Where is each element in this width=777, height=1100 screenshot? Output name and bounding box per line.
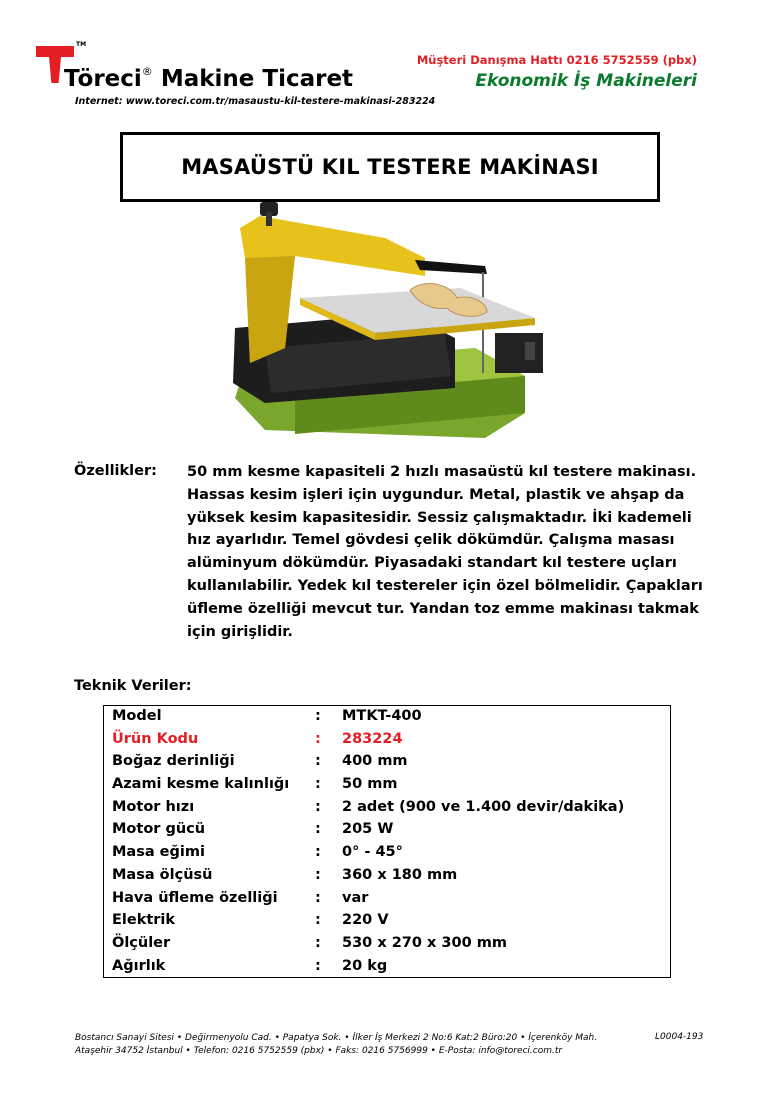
spec-key: Masa ölçüsü — [112, 866, 213, 883]
spec-separator: : — [315, 934, 321, 951]
spec-key: Model — [112, 708, 162, 724]
footer-line-2: Ataşehir 34752 İstanbul • Telefon: 0216 5752559 (pbx) • Faks: 0216 5756999 • E-Posta: info@toreci.com.tr — [75, 1045, 563, 1056]
spec-value: 20 kg — [342, 957, 388, 974]
spec-separator: : — [315, 889, 321, 906]
spec-key: Elektrik — [112, 912, 176, 929]
features-label: Özellikler: — [74, 463, 157, 479]
spec-value: 530 x 270 x 300 mm — [342, 934, 507, 951]
spec-value: 50 mm — [342, 776, 398, 793]
spec-key: Motor gücü — [112, 821, 206, 838]
scroll-saw-product-image — [225, 198, 555, 443]
document-title: MASAÜSTÜ KIL TESTERE MAKİNASI — [181, 155, 599, 179]
spec-value: var — [342, 889, 369, 906]
spec-row-model — [104, 708, 670, 731]
spec-value: MTKT-400 — [342, 708, 422, 724]
spec-value: 0° - 45° — [342, 844, 403, 861]
specifications-table — [103, 705, 671, 978]
spec-separator: : — [315, 844, 321, 861]
spec-row-table-size — [104, 867, 670, 890]
spec-key: Ağırlık — [112, 957, 166, 974]
spec-separator: : — [315, 776, 321, 793]
spec-row-table-tilt — [104, 844, 670, 867]
spec-value: 400 mm — [342, 753, 408, 770]
spec-separator: : — [315, 821, 321, 838]
spec-row-air-blower — [104, 890, 670, 913]
technical-data-label: Teknik Veriler: — [74, 678, 192, 694]
spec-key: Hava üfleme özelliği — [112, 889, 278, 906]
spec-row-dimensions — [104, 935, 670, 958]
document-code: L0004-193 — [655, 1032, 704, 1042]
spec-row-electric — [104, 912, 670, 935]
spec-separator: : — [315, 798, 321, 815]
features-text: 50 mm kesme kapasiteli 2 hızlı masaüstü kıl testere makinası. Hassas kesim işleri için uygundur. Metal, plastik ve ahşap da yüksek kesim kapasitesidir. Sessiz çalışmaktadır. İki kademeli hız ayarlıdır. Temel gövdesi çelik dökümdür. Çalışma masası alüminyum dökümdür. Piyasadaki standart kıl testere uçları kullanılabilir. Yedek kıl testereler için özel bölmelidir. Çapakları üfleme özelliği mevcut tur. Yandan toz emme makinası takmak için girişlidir. — [187, 464, 703, 640]
spec-separator: : — [315, 957, 321, 974]
spec-value: 220 V — [342, 912, 389, 929]
spec-separator: : — [315, 730, 321, 747]
spec-separator: : — [315, 708, 321, 724]
spec-value: 205 W — [342, 821, 394, 838]
spec-key: Ölçüler — [112, 934, 171, 951]
customer-hotline: Müşteri Danışma Hattı 0216 5752559 (pbx) — [416, 53, 697, 67]
spec-value: 360 x 180 mm — [342, 866, 458, 883]
spec-separator: : — [315, 912, 321, 929]
spec-row-throat-depth — [104, 753, 670, 776]
company-slogan: Ekonomik İş Makineleri — [475, 71, 697, 91]
spec-row-weight — [104, 958, 670, 981]
spec-key: Azami kesme kalınlığı — [112, 776, 290, 793]
spec-key: Masa eğimi — [112, 844, 205, 861]
spec-row-product-code — [104, 731, 670, 754]
spec-row-motor-speed — [104, 799, 670, 822]
footer-line-1: Bostancı Sanayi Sitesi • Değirmenyolu Cad. • Papatya Sok. • İlker İş Merkezi 2 No:6 Kat:2 Büro:20 • İçerenköy Mah. — [75, 1033, 598, 1043]
website-url: Internet: www.toreci.com.tr/masaustu-kil-testere-makinasi-283224 — [75, 96, 436, 107]
spec-key: Motor hızı — [112, 798, 195, 815]
spec-key: Boğaz derinliği — [112, 753, 235, 770]
footer-address — [75, 1032, 597, 1057]
spec-key: Ürün Kodu — [112, 730, 199, 747]
spec-row-max-cut-thickness — [104, 776, 670, 799]
spec-value: 283224 — [342, 730, 403, 747]
document-title-box — [120, 132, 660, 202]
spec-separator: : — [315, 866, 321, 883]
spec-value: 2 adet (900 ve 1.400 devir/dakika) — [342, 798, 625, 815]
trademark-mark: TM — [76, 41, 87, 48]
company-name: Töreci® Makine Ticaret — [64, 65, 354, 92]
spec-separator: : — [315, 753, 321, 770]
spec-row-motor-power — [104, 821, 670, 844]
